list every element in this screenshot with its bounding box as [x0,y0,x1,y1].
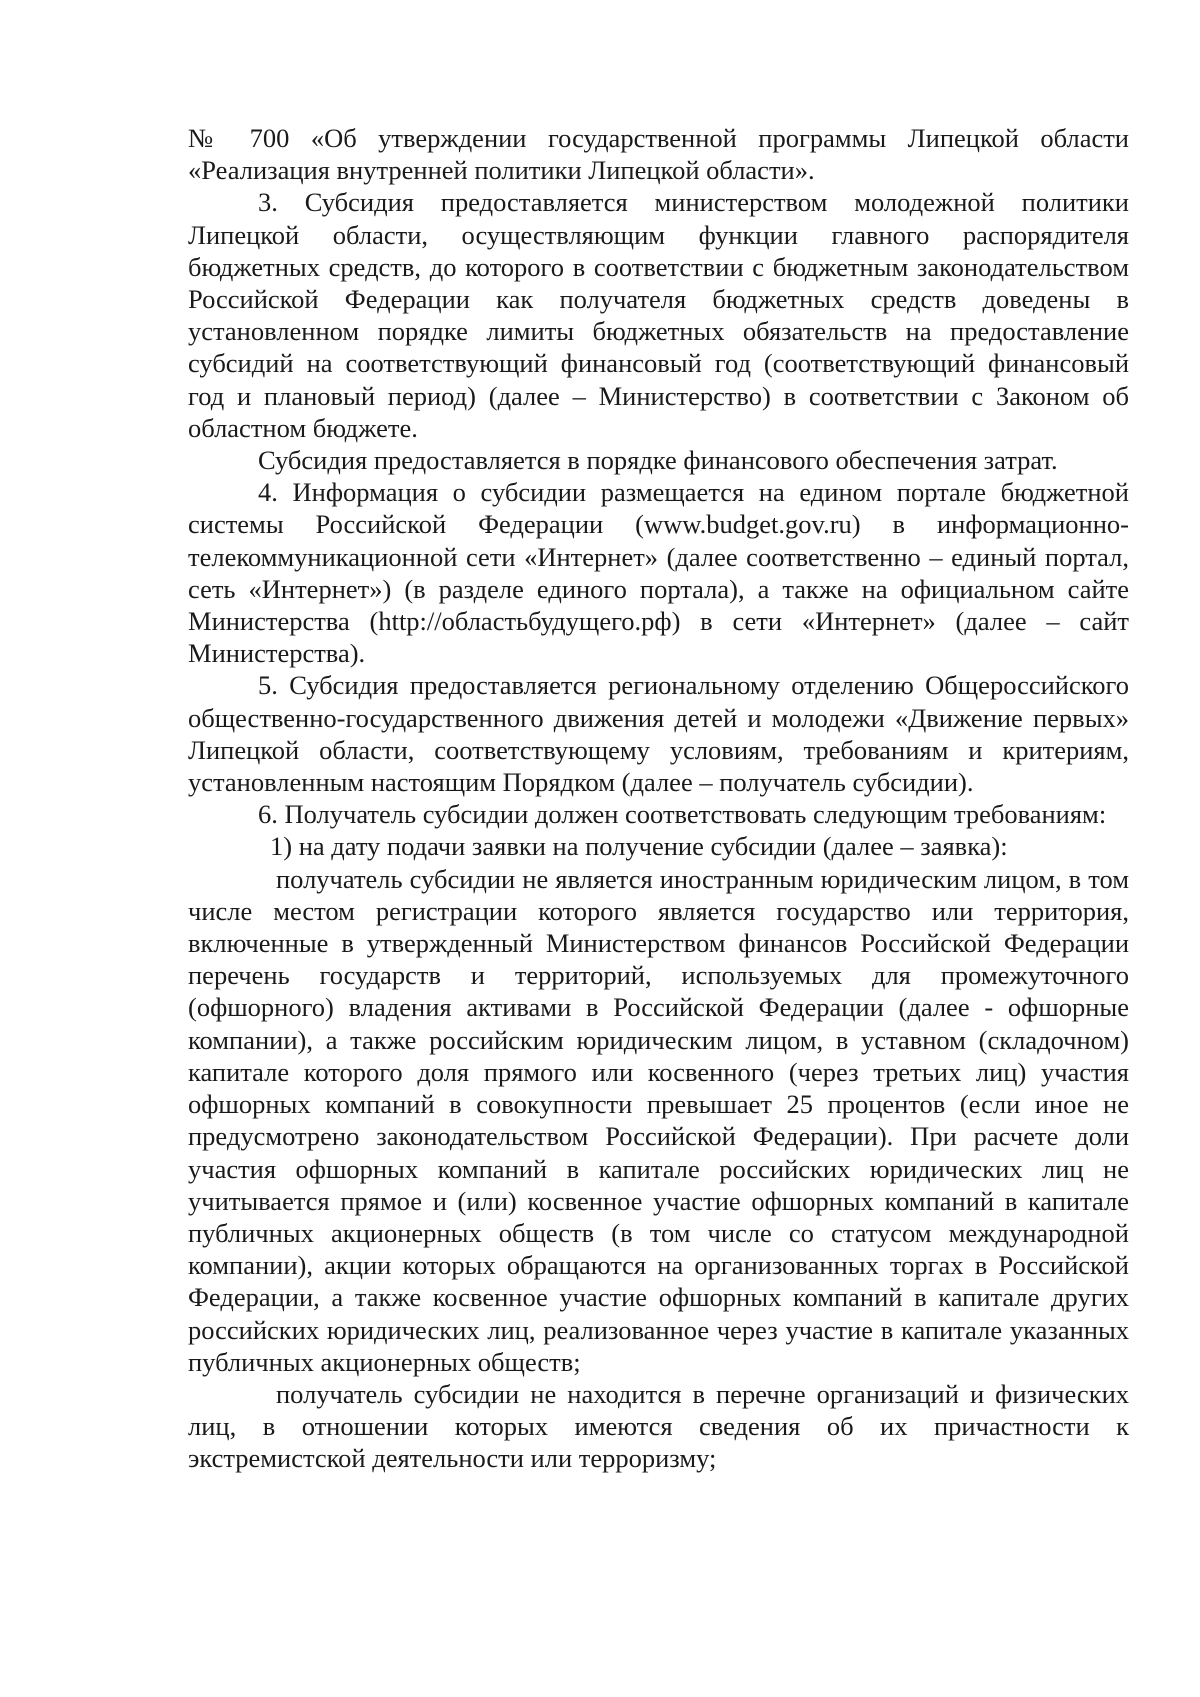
paragraph-program-reference: № 700 «Об утверждении государственной программы Липецкой области «Реализация внутренней политики Липецкой области». [188,123,1129,186]
document-body [188,122,1129,1475]
paragraph-financing-order: Субсидия предоставляется в порядке финансового обеспечения затрат. [258,445,1058,476]
paragraph-item-5: 5. Субсидия предоставляется региональному отделению Общероссийского общественно-государственного движения детей и молодежи «Движение первых» Липецкой области, соответствующему условиям, требованиям и критериям, установленным настоящим Порядком (далее – получатель субсидии). [188,670,1129,798]
paragraph-extremism-requirement: получатель субсидии не находится в перечне организаций и физических лиц, в отношении которых имеются сведения об их причастности к экстремистской деятельности или терроризму; [188,1378,1129,1474]
paragraph-item-6: 6. Получатель субсидии должен соответствовать следующим требованиям: [258,799,1107,830]
paragraph-subitem-1: 1) на дату подачи заявки на получение субсидии (далее – заявка): [270,831,1008,862]
paragraph-item-4: 4. Информация о субсидии размещается на едином портале бюджетной системы Российской Федерации (www.budget.gov.ru) в информационно-телекоммуникационной сети «Интернет» (далее соответственно – единый портал, сеть «Интернет») (в разделе единого портала), а также на официальном сайте Министерства (http://областьбудущего.рф) в сети «Интернет» (далее – сайт Министерства). [188,477,1129,669]
paragraph-item-3: 3. Субсидия предоставляется министерством молодежной политики Липецкой области, осуществляющим функции главного распорядителя бюджетных средств, до которого в соответствии с бюджетным законодательством Российской Федерации как получателя бюджетных средств доведены в установленном порядке лимиты бюджетных обязательств на предоставление субсидий на соответствующий финансовый год (соответствующий финансовый год и плановый период) (далее – Министерство) в соответствии с Законом об областном бюджете. [188,187,1129,443]
paragraph-offshore-requirement: получатель субсидии не является иностранным юридическим лицом, в том числе местом регистрации которого является государство или территория, включенные в утвержденный Министерством финансов Российской Федерации перечень государств и территорий, используемых для промежуточного (офшорного) владения активами в Российской Федерации (далее - офшорные компании), а также российским юридическим лицом, в уставном (складочном) капитале которого доля прямого или косвенного (через третьих лиц) участия офшорных компаний в совокупности превышает 25 процентов (если иное не предусмотрено законодательством Российской Федерации). При расчете доли участия офшорных компаний в капитале российских юридических лиц не учитывается прямое и (или) косвенное участие офшорных компаний в капитале публичных акционерных обществ (в том числе со статусом международной компании), акции которых обращаются на организованных торгах в Российской Федерации, а также косвенное участие офшорных компаний в капитале других российских юридических лиц, реализованное через участие в капитале указанных публичных акционерных обществ; [188,863,1129,1377]
